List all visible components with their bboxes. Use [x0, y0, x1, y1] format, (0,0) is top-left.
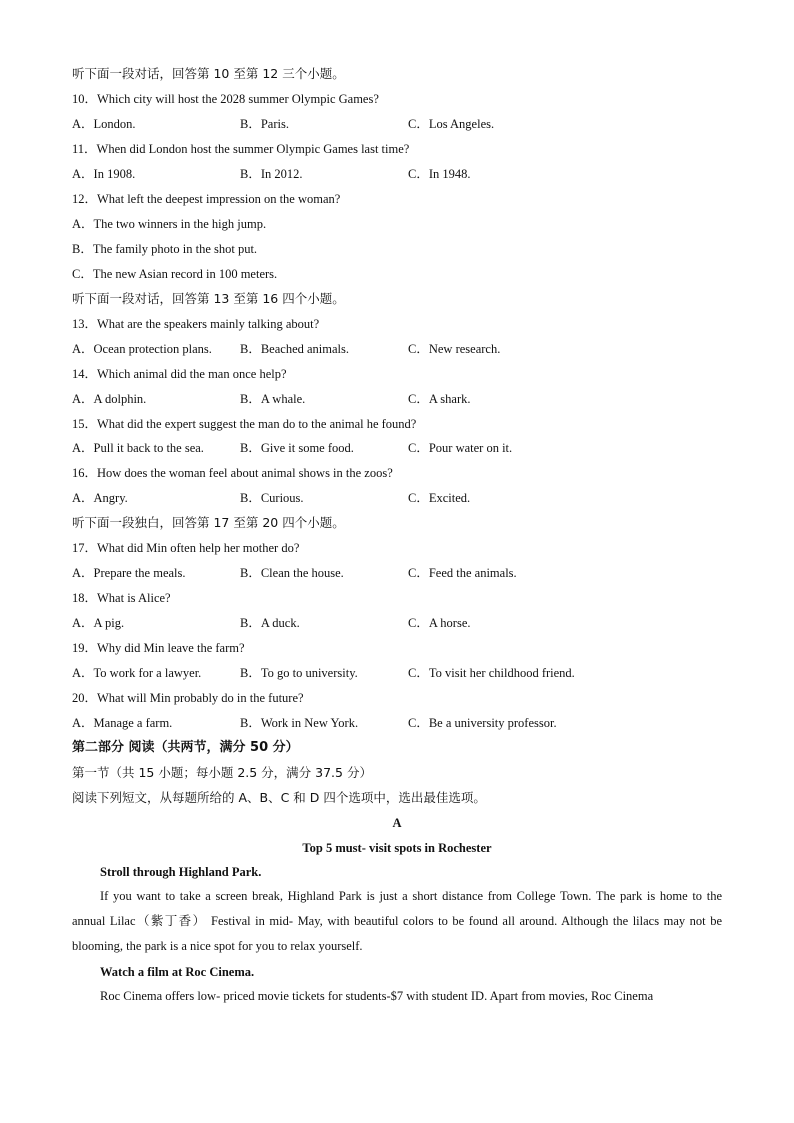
question-20: 20．What will Min probably do in the future? — [72, 691, 304, 705]
q18-option-a: A．A pig. — [72, 616, 125, 630]
section-intro-13-16: 听下面一段对话，回答第 13 至第 16 四个小题。 — [72, 291, 345, 306]
heading-roc-cinema: Watch a film at Roc Cinema. — [100, 965, 255, 979]
question-17: 17．What did Min often help her mother do? — [72, 541, 300, 555]
paragraph-roc-cinema: Roc Cinema offers low- priced movie tickets for students-$7 with student ID. Apart from movies, Roc Cinema — [100, 989, 654, 1003]
question-11: 11．When did London host the summer Olympic Games last time? — [72, 142, 410, 156]
q14-option-c: C．A shark. — [408, 392, 471, 406]
q20-option-a: A．Manage a farm. — [72, 716, 173, 730]
q12-option-c: C．The new Asian record in 100 meters. — [72, 267, 278, 281]
q12-option-b: B．The family photo in the shot put. — [72, 242, 258, 256]
q17-option-b: B．Clean the house. — [240, 566, 344, 580]
question-13: 13．What are the speakers mainly talking about? — [72, 317, 320, 331]
q14-option-a: A．A dolphin. — [72, 392, 147, 406]
q10-option-c: C．Los Angeles. — [408, 117, 495, 131]
q19-option-b: B．To go to university. — [240, 666, 358, 680]
q10-option-b: B．Paris. — [240, 117, 289, 131]
question-19: 19．Why did Min leave the farm? — [72, 641, 245, 655]
section-one-header: 第一节（共 15 小题；每小题 2.5 分，满分 37.5 分） — [72, 765, 372, 780]
q16-option-a: A．Angry. — [72, 491, 128, 505]
passage-letter: A — [392, 816, 402, 830]
section-intro-10-12: 听下面一段对话，回答第 10 至第 12 三个小题。 — [72, 66, 345, 81]
question-18: 18．What is Alice? — [72, 591, 171, 605]
question-10: 10．Which city will host the 2028 summer Olympic Games? — [72, 92, 379, 106]
q18-option-c: C．A horse. — [408, 616, 471, 630]
q18-option-b: B．A duck. — [240, 616, 300, 630]
paragraph-highland-park: If you want to take a screen break, Highland Park is just a short distance from College Town. The park is home to the annual Lilac（紫丁香） Festival in mid- May, with beautiful colors to be found all around. Although the lilacs may not be blooming, the park is a nice spot for you to relax yourself. — [72, 889, 722, 953]
heading-highland-park: Stroll through Highland Park. — [100, 865, 262, 879]
reading-instruction: 阅读下列短文，从每题所给的 A、B、C 和 D 四个选项中，选出最佳选项。 — [72, 790, 486, 805]
q11-option-c: C．In 1948. — [408, 167, 471, 181]
part-two-title: 第二部分 阅读（共两节，满分 50 分） — [72, 740, 299, 755]
q16-option-c: C．Excited. — [408, 491, 471, 505]
section-intro-17-20: 听下面一段独白，回答第 17 至第 20 四个小题。 — [72, 515, 345, 530]
q14-option-b: B．A whale. — [240, 392, 306, 406]
question-14: 14．Which animal did the man once help? — [72, 367, 287, 381]
question-16: 16．How does the woman feel about animal shows in the zoos? — [72, 466, 393, 480]
q12-option-a: A．The two winners in the high jump. — [72, 217, 267, 231]
q19-option-a: A．To work for a lawyer. — [72, 666, 202, 680]
q11-option-b: B．In 2012. — [240, 167, 303, 181]
q17-option-c: C．Feed the animals. — [408, 566, 517, 580]
question-12: 12．What left the deepest impression on the woman? — [72, 192, 341, 206]
q13-option-c: C．New research. — [408, 342, 501, 356]
q16-option-b: B．Curious. — [240, 491, 304, 505]
q15-option-c: C．Pour water on it. — [408, 441, 513, 455]
q19-option-c: C．To visit her childhood friend. — [408, 666, 575, 680]
passage-title: Top 5 must- visit spots in Rochester — [302, 841, 492, 855]
q17-option-a: A．Prepare the meals. — [72, 566, 186, 580]
q11-option-a: A．In 1908. — [72, 167, 136, 181]
q10-option-a: A．London. — [72, 117, 136, 131]
q13-option-b: B．Beached animals. — [240, 342, 349, 356]
q20-option-c: C．Be a university professor. — [408, 716, 557, 730]
q20-option-b: B．Work in New York. — [240, 716, 359, 730]
q13-option-a: A．Ocean protection plans. — [72, 342, 212, 356]
q15-option-b: B．Give it some food. — [240, 441, 354, 455]
question-15: 15．What did the expert suggest the man do to the animal he found? — [72, 417, 417, 431]
q15-option-a: A．Pull it back to the sea. — [72, 441, 204, 455]
